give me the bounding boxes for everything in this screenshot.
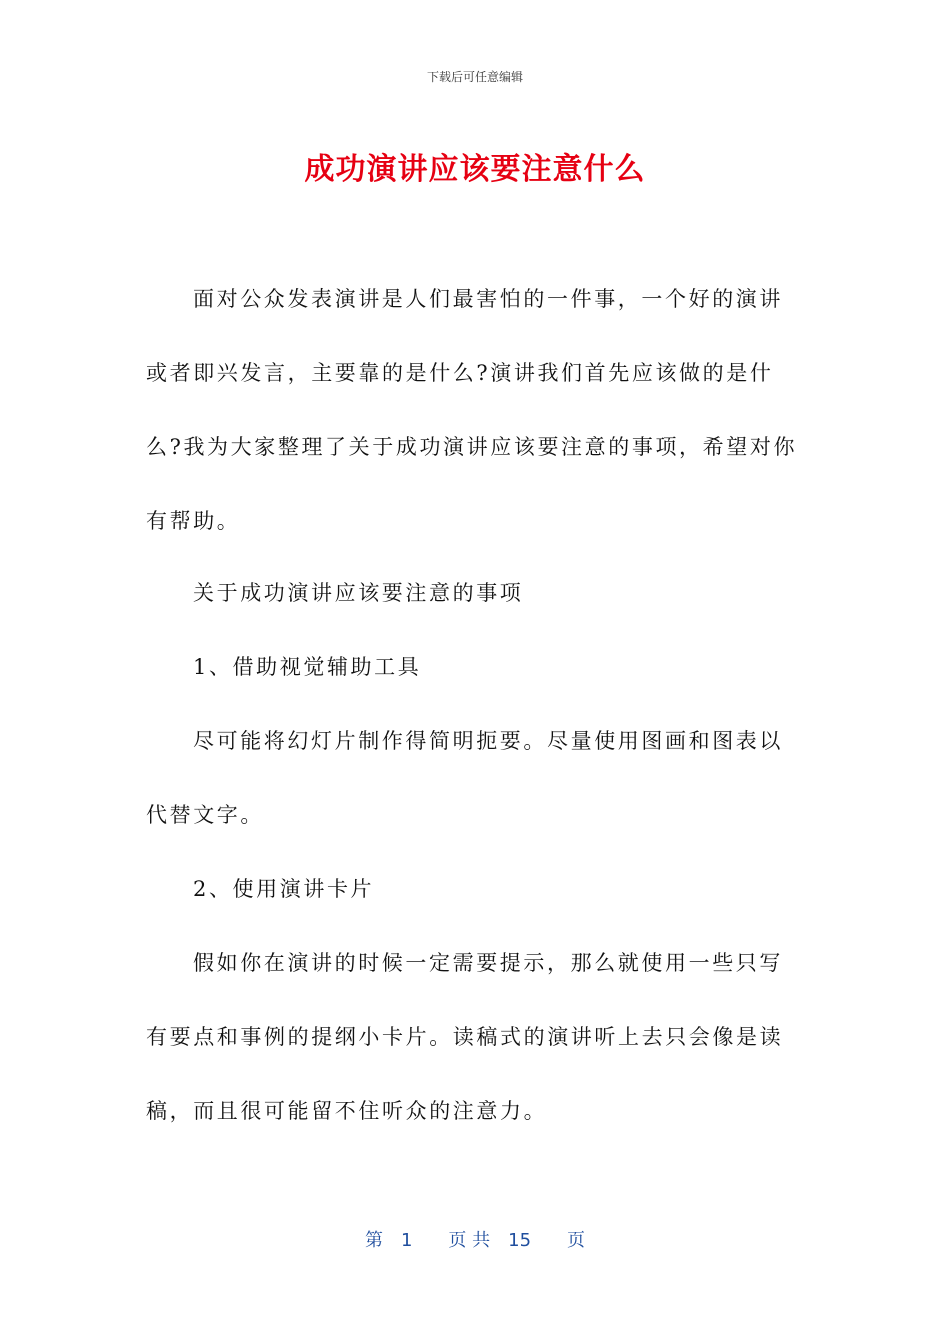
page-footer [0,1226,950,1252]
paragraph-text: 假如你在演讲的时候一定需要提示，那么就使用一些只写有要点和事例的提纲小卡片。读稿式的演讲听上去只会像是读稿，而且很可能留不住听众的注意力。 [146,951,784,1123]
item-heading-1 [146,630,806,704]
paragraph-text: 面对公众发表演讲是人们最害怕的一件事，一个好的演讲或者即兴发言，主要靠的是什么?演讲我们首先应该做的是什么?我为大家整理了关于成功演讲应该要注意的事项，希望对你有帮助。 [146,287,798,533]
footer-middle: 页 共 [448,1230,491,1251]
footer-total-pages: 15 [508,1230,532,1251]
header-note: 下载后可任意编辑 [426,70,523,84]
paragraph-text: 尽可能将幻灯片制作得简明扼要。尽量使用图画和图表以代替文字。 [146,729,783,827]
item-heading-text: 1、借助视觉辅助工具 [193,655,422,679]
heading-text: 关于成功演讲应该要注意的事项 [193,581,524,605]
item-heading-text: 2、使用演讲卡片 [193,877,375,901]
page-title: 成功演讲应该要注意什么 [304,152,646,187]
footer-page-number: 1 [400,1230,413,1251]
paragraph-item-1 [146,704,806,852]
section-heading [146,556,806,630]
paragraph-intro [146,262,806,558]
paragraph-item-2 [146,926,806,1148]
footer-suffix: 页 [567,1230,586,1251]
footer-prefix: 第 [364,1230,383,1251]
item-heading-2 [146,852,806,926]
